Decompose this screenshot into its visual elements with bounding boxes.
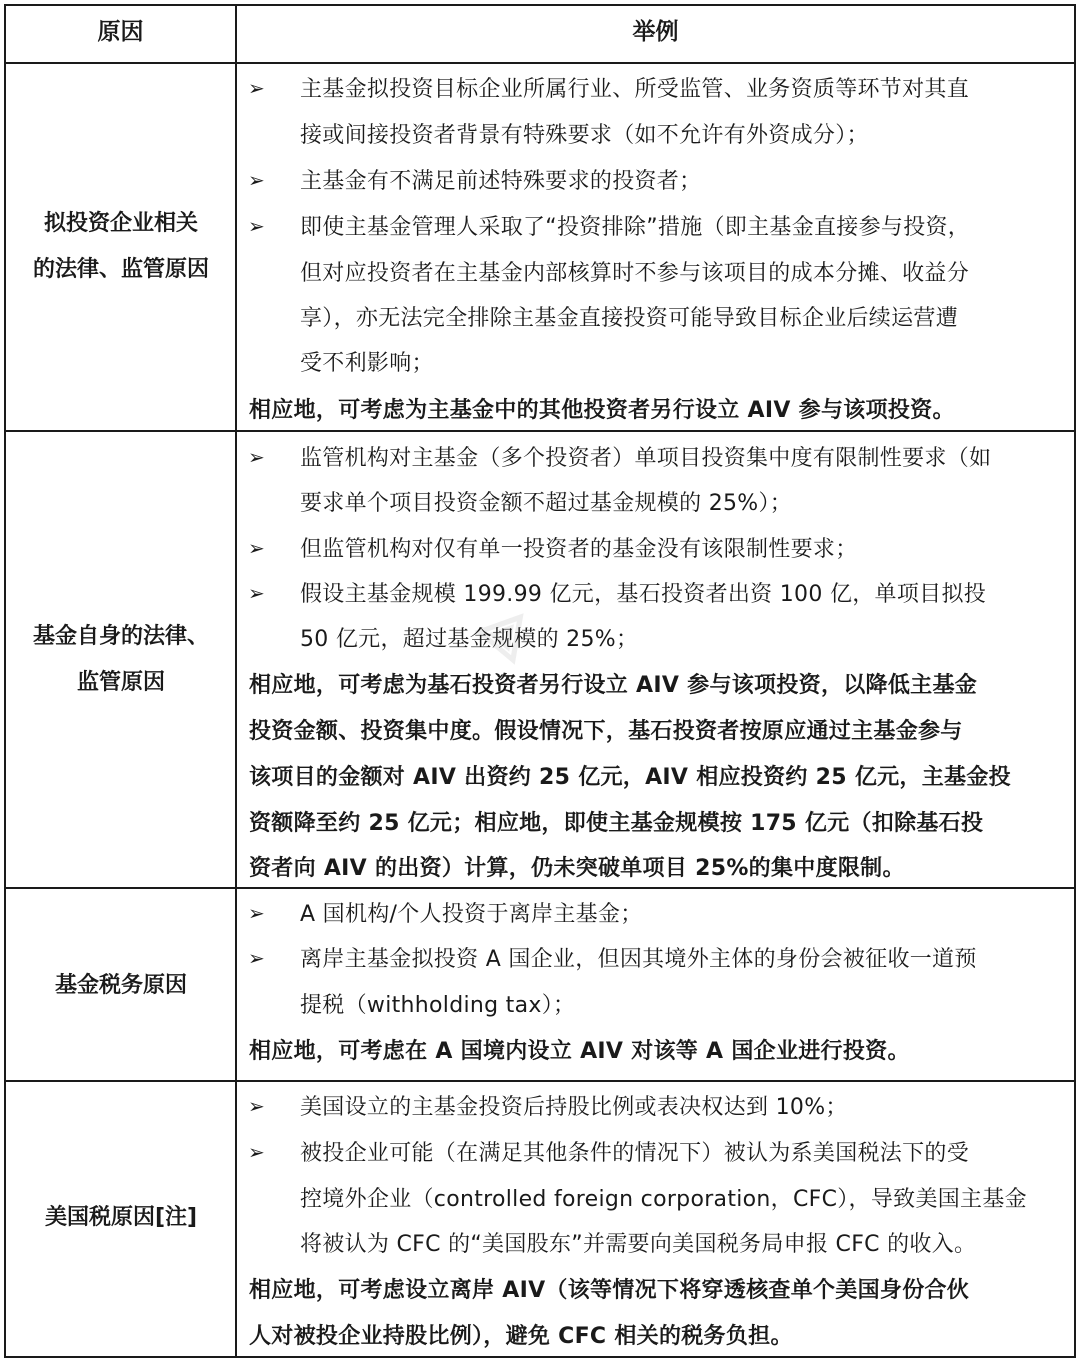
reason-line: 美国税原因[注] [44,1205,198,1230]
reason-cell [6,201,236,293]
reason-line: 基金税务原因 [54,973,187,998]
bullet-text-line: 被投企业可能（在满足其他条件的情况下）被认为系美国税法下的受 [300,1141,970,1166]
bullet-arrow-icon: ➢ [248,581,265,605]
bullet-text-line: 要求单个项目投资金额不超过基金规模的 25%）； [300,491,793,516]
bullet-arrow-icon: ➢ [248,901,265,925]
bullet-arrow-icon: ➢ [248,445,265,469]
header-example: 举例 [632,19,679,45]
bullet-text-line: A 国机构/个人投资于离岸主基金； [300,902,643,927]
row-separator [4,1080,1076,1082]
bullet-text-line: 控境外企业（controlled foreign corporation，CFC），导致美国主基金 [300,1187,1027,1212]
table-border-bottom [4,1356,1076,1358]
bullet-text-line: 但对应投资者在主基金内部核算时不参与该项目的成本分摊、收益分 [300,261,970,286]
bullet-text-line: 美国设立的主基金投资后持股比例或表决权达到 10%； [300,1095,848,1120]
conclusion-line: 投资金额、投资集中度。假设情况下，基石投资者按原应通过主基金参与 [249,719,963,744]
bullet-text-line: 享），亦无法完全排除主基金直接投资可能导致目标企业后续运营遭 [300,306,959,331]
bullet-text-line: 离岸主基金拟投资 A 国企业，但因其境外主体的身份会被征收一道预 [300,947,977,972]
bullet-text-line: 将被认为 CFC 的“美国股东”并需要向美国税务局申报 CFC 的收入。 [300,1232,977,1257]
reason-cell [6,1195,236,1241]
bullet-text-line: 主基金有不满足前述特殊要求的投资者； [300,169,702,194]
conclusion-line: 相应地，可考虑为主基金中的其他投资者另行设立 AIV 参与该项投资。 [249,398,955,423]
conclusion-line: 该项目的金额对 AIV 出资约 25 亿元，AIV 相应投资约 25 亿元，主基金投 [249,765,1011,790]
bullet-text-line: 接或间接投资者背景有特殊要求（如不允许有外资成分）； [300,123,869,148]
bullet-text-line: 即使主基金管理人采取了“投资排除”措施（即主基金直接参与投资， [300,215,971,240]
bullet-text-line: 假设主基金规模 199.99 亿元，基石投资者出资 100 亿，单项目拟投 [300,582,987,607]
row-separator [4,887,1076,889]
table-border-top [4,4,1076,6]
conclusion-line: 资额降至约 25 亿元；相应地，即使主基金规模按 175 亿元（扣除基石投 [249,811,984,836]
watermark: ⟁ [464,587,559,683]
bullet-text-line: 但监管机构对仅有单一投资者的基金没有该限制性要求； [300,537,858,562]
conclusion-line: 相应地，可考虑设立离岸 AIV（该等情况下将穿透核查单个美国身份合伙 [249,1278,970,1303]
bullet-text-line: 提税（withholding tax）； [300,993,576,1018]
reason-line: 拟投资企业相关 [43,211,198,236]
row-separator [4,430,1076,432]
bullet-arrow-icon: ➢ [248,536,265,560]
bullet-arrow-icon: ➢ [248,76,265,100]
bullet-text-line: 监管机构对主基金（多个投资者）单项目投资集中度有限制性要求（如 [300,446,992,471]
reason-cell [6,614,236,706]
reason-line: 的法律、监管原因 [32,257,209,282]
header-separator [4,62,1076,64]
reason-line: 基金自身的法律、 [32,624,209,649]
reason-cell [6,963,236,1009]
header-reason: 原因 [97,19,144,45]
bullet-arrow-icon: ➢ [248,1140,265,1164]
bullet-text-line: 主基金拟投资目标企业所属行业、所受监管、业务资质等环节对其直 [300,77,970,102]
bullet-text-line: 50 亿元，超过基金规模的 25%； [300,627,639,652]
conclusion-line: 资者向 AIV 的出资）计算，仍未突破单项目 25%的集中度限制。 [249,856,905,881]
reason-line: 监管原因 [76,670,165,695]
bullet-arrow-icon: ➢ [248,214,265,238]
bullet-arrow-icon: ➢ [248,168,265,192]
bullet-arrow-icon: ➢ [248,946,265,970]
conclusion-line: 人对被投企业持股比例），避免 CFC 相关的税务负担。 [249,1324,793,1349]
table-border-right [1074,4,1076,1358]
bullet-text-line: 受不利影响； [300,351,434,376]
conclusion-line: 相应地，可考虑在 A 国境内设立 AIV 对该等 A 国企业进行投资。 [249,1039,910,1064]
conclusion-line: 相应地，可考虑为基石投资者另行设立 AIV 参与该项投资，以降低主基金 [249,673,978,698]
bullet-arrow-icon: ➢ [248,1094,265,1118]
